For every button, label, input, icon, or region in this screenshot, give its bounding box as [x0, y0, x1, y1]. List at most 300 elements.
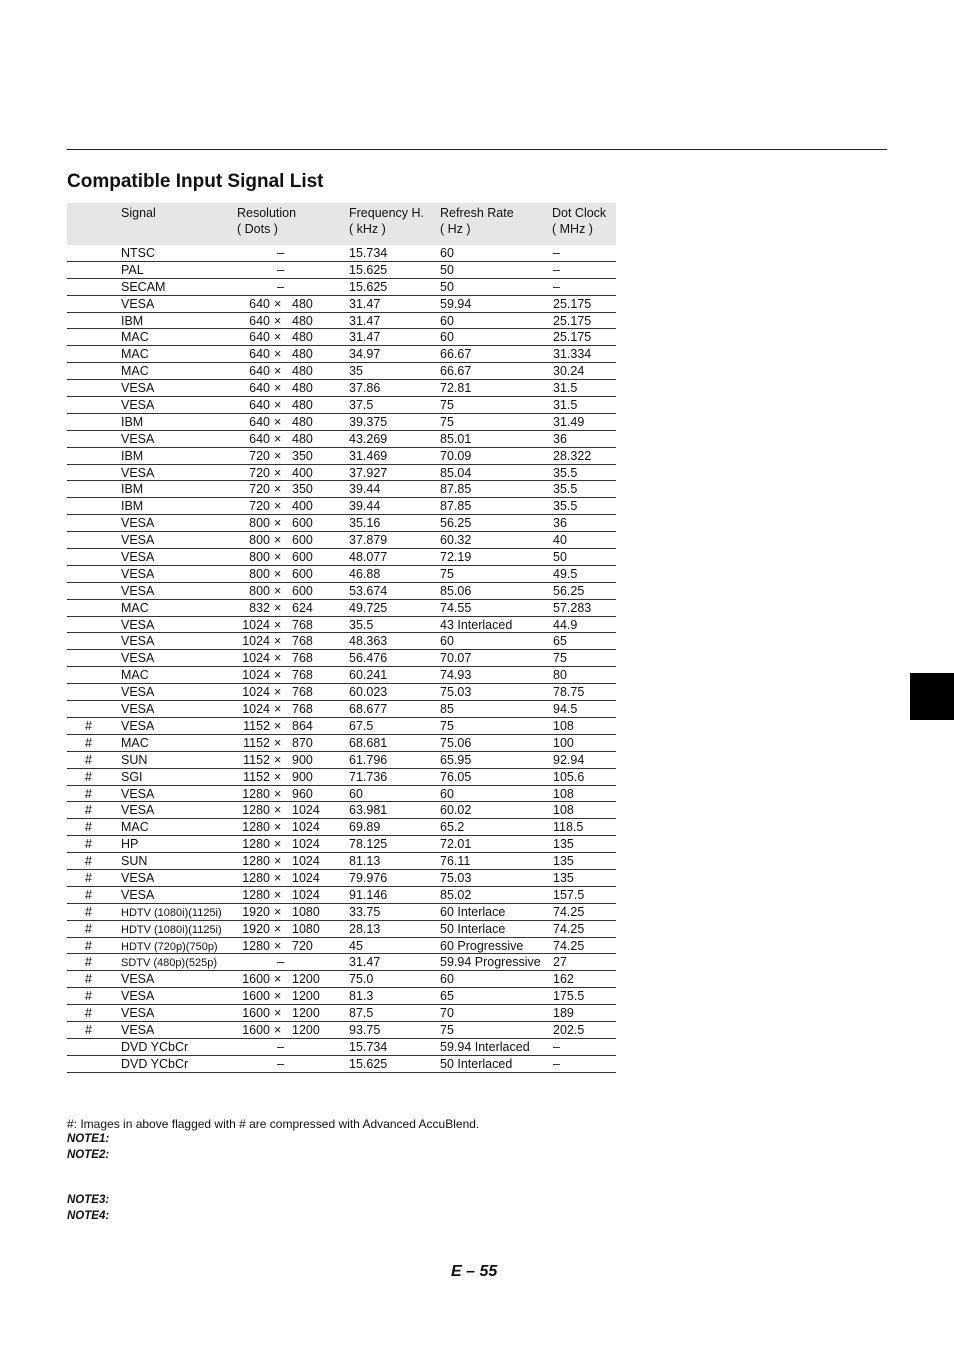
resolution-height: 768	[292, 634, 313, 649]
times-symbol: ×	[274, 803, 282, 818]
signal-cell: VESA	[121, 702, 155, 717]
table-row	[67, 650, 616, 667]
times-symbol: ×	[274, 921, 282, 936]
refresh-rate-cell: 50 Interlaced	[440, 1056, 513, 1071]
refresh-rate-cell: 76.05	[440, 769, 472, 784]
table-body	[67, 245, 616, 1073]
frequency-cell: 68.681	[349, 735, 388, 750]
table-row	[67, 988, 616, 1005]
resolution-width: 1600	[242, 1006, 270, 1021]
dot-clock-cell: –	[553, 1056, 560, 1071]
header-frequency: Frequency H. ( kHz )	[349, 206, 425, 236]
refresh-rate-cell: 72.19	[440, 550, 472, 565]
resolution-width: 640	[249, 347, 270, 362]
table-row	[67, 921, 616, 938]
frequency-cell: 78.125	[349, 837, 388, 852]
table-row	[67, 414, 616, 431]
times-symbol: ×	[274, 735, 282, 750]
resolution-width: 1024	[242, 685, 270, 700]
resolution-dash: –	[277, 262, 284, 277]
table-row	[67, 346, 616, 363]
dot-clock-cell: 27	[553, 955, 567, 970]
note4-label: NOTE4:	[67, 1210, 110, 1222]
flag-cell: #	[85, 870, 92, 885]
flag-cell: #	[85, 718, 92, 733]
dot-clock-cell: 74.25	[553, 938, 585, 953]
frequency-cell: 35.16	[349, 516, 381, 531]
resolution-height: 1200	[292, 989, 320, 1004]
refresh-rate-cell: 59.94	[440, 296, 472, 311]
signal-cell: VESA	[121, 533, 155, 548]
signal-cell: IBM	[121, 499, 144, 514]
flag-cell: #	[85, 989, 92, 1004]
resolution-width: 640	[249, 398, 270, 413]
frequency-cell: 39.375	[349, 414, 388, 429]
refresh-rate-cell: 75.03	[440, 870, 472, 885]
table-row	[67, 481, 616, 498]
times-symbol: ×	[274, 786, 282, 801]
header-signal: Signal	[121, 206, 156, 220]
dot-clock-cell: –	[553, 262, 560, 277]
dot-clock-cell: 118.5	[553, 820, 584, 835]
signal-cell: MAC	[121, 600, 149, 615]
dot-clock-cell: 50	[553, 550, 567, 565]
frequency-cell: 35.5	[349, 617, 374, 632]
dot-clock-cell: 36	[553, 431, 567, 446]
table-row	[67, 853, 616, 870]
table-row	[67, 515, 616, 532]
resolution-height: 1024	[292, 820, 320, 835]
resolution-width: 1280	[242, 837, 270, 852]
resolution-height: 350	[292, 482, 313, 497]
frequency-cell: 53.674	[349, 583, 388, 598]
table-row	[67, 904, 616, 921]
frequency-cell: 79.976	[349, 870, 388, 885]
dot-clock-cell: 31.5	[553, 381, 578, 396]
flag-cell: #	[85, 955, 92, 970]
table-row	[67, 296, 616, 313]
signal-cell: HDTV (1080i)(1125i)	[121, 923, 222, 936]
refresh-rate-cell: 60	[440, 330, 454, 345]
times-symbol: ×	[274, 1006, 282, 1021]
dot-clock-cell: 74.25	[553, 904, 585, 919]
dot-clock-cell: 57.283	[553, 600, 592, 615]
resolution-height: 480	[292, 313, 313, 328]
times-symbol: ×	[274, 769, 282, 784]
times-symbol: ×	[274, 617, 282, 632]
frequency-cell: 68.677	[349, 702, 388, 717]
frequency-cell: 91.146	[349, 887, 388, 902]
table-row	[67, 617, 616, 634]
refresh-rate-cell: 70.09	[440, 448, 472, 463]
header-refresh-rate: Refresh Rate ( Hz )	[440, 206, 514, 236]
frequency-cell: 15.734	[349, 246, 388, 260]
signal-cell: MAC	[121, 364, 149, 379]
resolution-width: 832	[249, 600, 270, 615]
signal-cell: VESA	[121, 550, 155, 565]
dot-clock-cell: 162	[553, 972, 574, 987]
frequency-cell: 33.75	[349, 904, 381, 919]
resolution-width: 640	[249, 296, 270, 311]
frequency-cell: 48.363	[349, 634, 388, 649]
frequency-cell: 43.269	[349, 431, 388, 446]
resolution-width: 640	[249, 414, 270, 429]
resolution-height: 480	[292, 431, 313, 446]
frequency-cell: 87.5	[349, 1006, 374, 1021]
frequency-cell: 45	[349, 938, 363, 953]
signal-cell: HDTV (1080i)(1125i)	[121, 906, 222, 919]
table-row	[67, 600, 616, 617]
dot-clock-cell: 25.175	[553, 296, 592, 311]
table-row	[67, 718, 616, 735]
dot-clock-cell: –	[553, 279, 560, 294]
table-row	[67, 684, 616, 701]
resolution-height: 480	[292, 381, 313, 396]
table-row	[67, 465, 616, 482]
refresh-rate-cell: 85.01	[440, 431, 472, 446]
dot-clock-cell: 65	[553, 634, 567, 649]
refresh-rate-cell: 56.25	[440, 516, 472, 531]
resolution-width: 1280	[242, 870, 270, 885]
header-dot-clock: Dot Clock ( MHz )	[552, 206, 607, 236]
times-symbol: ×	[274, 718, 282, 733]
table-row	[67, 431, 616, 448]
table-row	[67, 887, 616, 904]
frequency-cell: 37.879	[349, 533, 388, 548]
refresh-rate-cell: 60	[440, 972, 454, 987]
refresh-rate-cell: 85.04	[440, 465, 472, 480]
table-row	[67, 667, 616, 684]
table-row	[67, 1022, 616, 1039]
dot-clock-cell: 25.175	[553, 313, 592, 328]
times-symbol: ×	[274, 499, 282, 514]
times-symbol: ×	[274, 854, 282, 869]
frequency-cell: 28.13	[349, 921, 381, 936]
signal-cell: VESA	[121, 887, 155, 902]
flag-cell: #	[85, 837, 92, 852]
resolution-height: 1024	[292, 887, 320, 902]
resolution-width: 640	[249, 313, 270, 328]
times-symbol: ×	[274, 752, 282, 767]
flag-cell: #	[85, 735, 92, 750]
signal-cell: MAC	[121, 820, 149, 835]
resolution-width: 720	[249, 482, 270, 497]
times-symbol: ×	[274, 904, 282, 919]
signal-cell: VESA	[121, 1022, 155, 1037]
resolution-width: 1600	[242, 989, 270, 1004]
refresh-rate-cell: 85	[440, 702, 454, 717]
signal-cell: VESA	[121, 803, 155, 818]
refresh-rate-cell: 87.85	[440, 482, 472, 497]
refresh-rate-cell: 60	[440, 786, 454, 801]
resolution-height: 600	[292, 550, 313, 565]
footnote: #: Images in above flagged with # are compressed with Advanced AccuBlend.	[67, 1117, 480, 1131]
flag-cell: #	[85, 1022, 92, 1037]
refresh-rate-cell: 66.67	[440, 364, 472, 379]
frequency-cell: 60	[349, 786, 363, 801]
resolution-height: 480	[292, 296, 313, 311]
resolution-height: 1024	[292, 854, 320, 869]
frequency-cell: 69.89	[349, 820, 381, 835]
refresh-rate-cell: 50	[440, 279, 454, 294]
times-symbol: ×	[274, 431, 282, 446]
dot-clock-cell: 28.322	[553, 448, 592, 463]
resolution-height: 400	[292, 499, 313, 514]
table-row	[67, 1056, 616, 1073]
dot-clock-cell: 94.5	[553, 702, 578, 717]
resolution-height: 768	[292, 651, 313, 666]
times-symbol: ×	[274, 583, 282, 598]
refresh-rate-cell: 60	[440, 634, 454, 649]
frequency-cell: 39.44	[349, 499, 381, 514]
resolution-width: 1920	[242, 921, 270, 936]
signal-cell: HP	[121, 837, 139, 852]
resolution-width: 1280	[242, 803, 270, 818]
dot-clock-cell: 25.175	[553, 330, 592, 345]
resolution-height: 600	[292, 533, 313, 548]
table-row	[67, 752, 616, 769]
resolution-width: 1280	[242, 854, 270, 869]
refresh-rate-cell: 70	[440, 1006, 454, 1021]
frequency-cell: 39.44	[349, 482, 381, 497]
resolution-height: 900	[292, 769, 313, 784]
resolution-height: 480	[292, 330, 313, 345]
table-row	[67, 870, 616, 887]
dot-clock-cell: 108	[553, 718, 574, 733]
frequency-cell: 63.981	[349, 803, 388, 818]
refresh-rate-cell: 60	[440, 313, 454, 328]
frequency-cell: 15.625	[349, 262, 388, 277]
resolution-height: 480	[292, 414, 313, 429]
table-row	[67, 498, 616, 515]
resolution-width: 1280	[242, 887, 270, 902]
frequency-cell: 93.75	[349, 1022, 381, 1037]
flag-cell: #	[85, 972, 92, 987]
refresh-rate-cell: 59.94 Interlaced	[440, 1039, 530, 1054]
flag-cell: #	[85, 786, 92, 801]
signal-cell: VESA	[121, 634, 155, 649]
resolution-height: 480	[292, 347, 313, 362]
signal-cell: SUN	[121, 854, 148, 869]
times-symbol: ×	[274, 820, 282, 835]
resolution-dash: –	[277, 246, 284, 260]
resolution-height: 768	[292, 617, 313, 632]
frequency-cell: 31.47	[349, 296, 381, 311]
resolution-width: 640	[249, 330, 270, 345]
resolution-height: 768	[292, 702, 313, 717]
frequency-cell: 34.97	[349, 347, 381, 362]
resolution-height: 1080	[292, 904, 320, 919]
flag-cell: #	[85, 887, 92, 902]
signal-cell: VESA	[121, 516, 155, 531]
resolution-width: 1024	[242, 651, 270, 666]
dot-clock-cell: 31.49	[553, 414, 585, 429]
times-symbol: ×	[274, 414, 282, 429]
dot-clock-cell: 44.9	[553, 617, 578, 632]
resolution-height: 960	[292, 786, 313, 801]
frequency-cell: 37.86	[349, 381, 381, 396]
dot-clock-cell: 175.5	[553, 989, 585, 1004]
dot-clock-cell: 92.94	[553, 752, 585, 767]
frequency-cell: 81.13	[349, 854, 381, 869]
signal-cell: SUN	[121, 752, 148, 767]
resolution-height: 870	[292, 735, 313, 750]
signal-cell: IBM	[121, 313, 144, 328]
dot-clock-cell: 135	[553, 854, 574, 869]
signal-cell: VESA	[121, 583, 155, 598]
times-symbol: ×	[274, 550, 282, 565]
resolution-width: 1280	[242, 820, 270, 835]
refresh-rate-cell: 72.01	[440, 837, 472, 852]
times-symbol: ×	[274, 364, 282, 379]
signal-cell: IBM	[121, 448, 144, 463]
refresh-rate-cell: 75.06	[440, 735, 472, 750]
table-row	[67, 583, 616, 600]
flag-cell: #	[85, 854, 92, 869]
refresh-rate-cell: 60 Interlace	[440, 904, 506, 919]
resolution-width: 1152	[243, 718, 270, 733]
times-symbol: ×	[274, 448, 282, 463]
table-row	[67, 938, 616, 955]
resolution-width: 1152	[243, 735, 270, 750]
signal-cell: NTSC	[121, 246, 156, 260]
times-symbol: ×	[274, 668, 282, 683]
frequency-cell: 49.725	[349, 600, 388, 615]
resolution-width: 720	[249, 499, 270, 514]
table-row	[67, 549, 616, 566]
refresh-rate-cell: 50 Interlace	[440, 921, 506, 936]
dot-clock-cell: 40	[553, 533, 567, 548]
signal-cell: IBM	[121, 414, 144, 429]
table-row	[67, 329, 616, 346]
flag-cell: #	[85, 938, 92, 953]
times-symbol: ×	[274, 465, 282, 480]
resolution-width: 800	[249, 583, 270, 598]
times-symbol: ×	[274, 398, 282, 413]
refresh-rate-cell: 85.06	[440, 583, 472, 598]
refresh-rate-cell: 75	[440, 1022, 454, 1037]
frequency-cell: 15.625	[349, 1056, 388, 1071]
flag-cell: #	[85, 1006, 92, 1021]
dot-clock-cell: 49.5	[553, 566, 578, 581]
resolution-width: 720	[249, 465, 270, 480]
flag-cell: #	[85, 769, 92, 784]
refresh-rate-cell: 65.2	[440, 820, 465, 835]
signal-cell: MAC	[121, 668, 149, 683]
frequency-cell: 46.88	[349, 566, 381, 581]
resolution-height: 1200	[292, 1022, 320, 1037]
times-symbol: ×	[274, 870, 282, 885]
frequency-cell: 31.469	[349, 448, 388, 463]
times-symbol: ×	[274, 651, 282, 666]
resolution-width: 1152	[243, 752, 270, 767]
note2-label: NOTE2:	[67, 1149, 110, 1161]
signal-cell: VESA	[121, 617, 155, 632]
refresh-rate-cell: 75	[440, 718, 454, 733]
resolution-width: 1024	[242, 634, 270, 649]
flag-cell: #	[85, 904, 92, 919]
times-symbol: ×	[274, 516, 282, 531]
section-tab-marker	[910, 673, 954, 720]
resolution-height: 400	[292, 465, 313, 480]
signal-cell: VESA	[121, 465, 155, 480]
frequency-cell: 37.927	[349, 465, 388, 480]
table-row	[67, 701, 616, 718]
times-symbol: ×	[274, 887, 282, 902]
refresh-rate-cell: 59.94 Progressive	[440, 955, 541, 970]
refresh-rate-cell: 60 Progressive	[440, 938, 524, 953]
resolution-height: 864	[292, 718, 313, 733]
refresh-rate-cell: 72.81	[440, 381, 472, 396]
resolution-width: 640	[249, 364, 270, 379]
signal-cell: VESA	[121, 651, 155, 666]
table-row	[67, 532, 616, 549]
signal-cell: VESA	[121, 972, 155, 987]
signal-cell: VESA	[121, 786, 155, 801]
resolution-width: 800	[249, 566, 270, 581]
times-symbol: ×	[274, 989, 282, 1004]
frequency-cell: 60.241	[349, 668, 388, 683]
dot-clock-cell: 108	[553, 786, 574, 801]
dot-clock-cell: –	[553, 1039, 560, 1054]
table-row	[67, 836, 616, 853]
refresh-rate-cell: 75.03	[440, 685, 472, 700]
times-symbol: ×	[274, 381, 282, 396]
signal-cell: SECAM	[121, 279, 166, 294]
times-symbol: ×	[274, 313, 282, 328]
table-row	[67, 363, 616, 380]
table-row	[67, 971, 616, 988]
resolution-width: 640	[249, 381, 270, 396]
times-symbol: ×	[274, 702, 282, 717]
frequency-cell: 15.734	[349, 1039, 388, 1054]
frequency-cell: 15.625	[349, 279, 388, 294]
resolution-height: 768	[292, 668, 313, 683]
signal-cell: MAC	[121, 735, 149, 750]
resolution-height: 600	[292, 583, 313, 598]
resolution-height: 1024	[292, 870, 320, 885]
header-resolution: Resolution ( Dots )	[237, 206, 297, 236]
signal-table	[67, 203, 616, 1073]
frequency-cell: 75.0	[349, 972, 374, 987]
page-number: E – 55	[451, 1263, 498, 1280]
refresh-rate-cell: 74.93	[440, 668, 472, 683]
signal-cell: VESA	[121, 685, 155, 700]
resolution-width: 720	[249, 448, 270, 463]
table-row	[67, 954, 616, 971]
signal-cell: VESA	[121, 718, 155, 733]
times-symbol: ×	[274, 330, 282, 345]
table-header	[67, 203, 616, 245]
table-row	[67, 448, 616, 465]
times-symbol: ×	[274, 837, 282, 852]
refresh-rate-cell: 65.95	[440, 752, 472, 767]
table-row	[67, 735, 616, 752]
signal-cell: IBM	[121, 482, 144, 497]
frequency-cell: 67.5	[349, 718, 374, 733]
dot-clock-cell: 135	[553, 870, 574, 885]
table-row	[67, 566, 616, 583]
dot-clock-cell: –	[553, 246, 560, 260]
resolution-height: 600	[292, 516, 313, 531]
signal-cell: VESA	[121, 381, 155, 396]
times-symbol: ×	[274, 634, 282, 649]
frequency-cell: 37.5	[349, 398, 374, 413]
frequency-cell: 35	[349, 364, 363, 379]
dot-clock-cell: 189	[553, 1006, 574, 1021]
resolution-width: 1600	[242, 1022, 270, 1037]
refresh-rate-cell: 66.67	[440, 347, 472, 362]
